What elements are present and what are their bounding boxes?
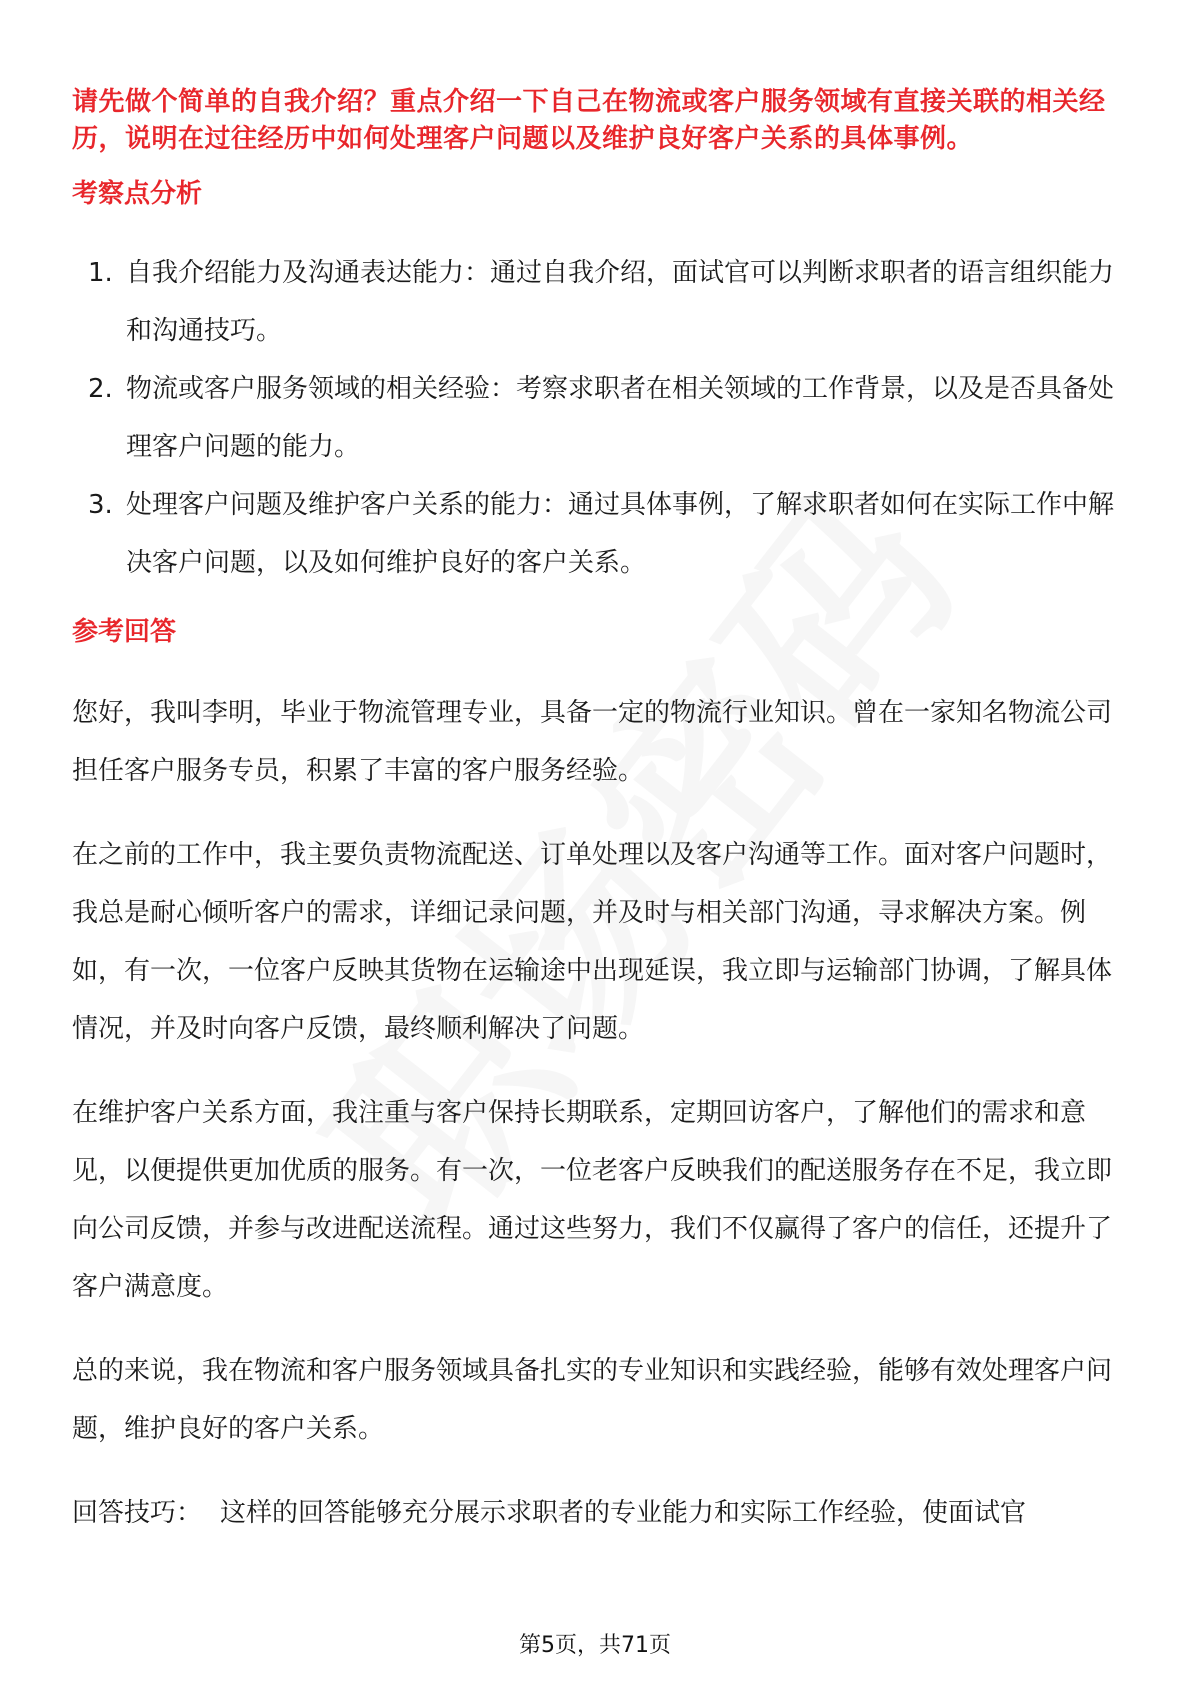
answer-paragraph: 在之前的工作中，我主要负责物流配送、订单处理以及客户沟通等工作。面对客户问题时，我总是耐心倾听客户的需求，详细记录问题，并及时与相关部门沟通，寻求解决方案。例如，有一次，一位客户反映其货物在运输途中出现延误，我立即与运输部门协调，了解具体情况，并及时向客户反馈，最终顺利解决了问题。 [72, 840, 1113, 1044]
list-item-number: 1. [88, 258, 113, 288]
page-number: 第5页，共71页 [519, 1633, 671, 1658]
list-item-number: 3. [88, 490, 113, 520]
answer-paragraph: 您好，我叫李明，毕业于物流管理专业，具备一定的物流行业知识。曾在一家知名物流公司担任客户服务专员，积累了丰富的客户服务经验。 [72, 698, 1113, 786]
analysis-list [72, 244, 1122, 592]
document-page [72, 84, 1122, 1542]
answer-tips [72, 1484, 1122, 1542]
answer-paragraph: 在维护客户关系方面，我注重与客户保持长期联系，定期回访客户，了解他们的需求和意见，以便提供更加优质的服务。有一次，一位老客户反映我们的配送服务存在不足，我立即向公司反馈，并参与改进配送流程。通过这些努力，我们不仅赢得了客户的信任，还提升了客户满意度。 [72, 1098, 1113, 1302]
list-item-text: 自我介绍能力及沟通表达能力：通过自我介绍，面试官可以判断求职者的语言组织能力和沟通技巧。 [126, 258, 1115, 346]
tips-label: 回答技巧： [72, 1498, 203, 1528]
answer-heading: 参考回答 [72, 617, 177, 647]
list-item [88, 244, 1122, 360]
analysis-heading: 考察点分析 [72, 179, 203, 209]
list-item [88, 360, 1122, 476]
list-item-text: 物流或客户服务领域的相关经验：考察求职者在相关领域的工作背景，以及是否具备处理客户问题的能力。 [126, 374, 1115, 462]
interview-question: 请先做个简单的自我介绍？重点介绍一下自己在物流或客户服务领域有直接关联的相关经历，说明在过往经历中如何处理客户问题以及维护良好客户关系的具体事例。 [72, 87, 1106, 154]
answer-paragraph: 总的来说，我在物流和客户服务领域具备扎实的专业知识和实践经验，能够有效处理客户问题，维护良好的客户关系。 [72, 1356, 1113, 1444]
tips-text: 这样的回答能够充分展示求职者的专业能力和实际工作经验，使面试官 [220, 1498, 1027, 1528]
list-item-text: 处理客户问题及维护客户关系的能力：通过具体事例，了解求职者如何在实际工作中解决客户问题，以及如何维护良好的客户关系。 [126, 490, 1115, 578]
list-item [88, 476, 1122, 592]
list-item-number: 2. [88, 374, 113, 404]
